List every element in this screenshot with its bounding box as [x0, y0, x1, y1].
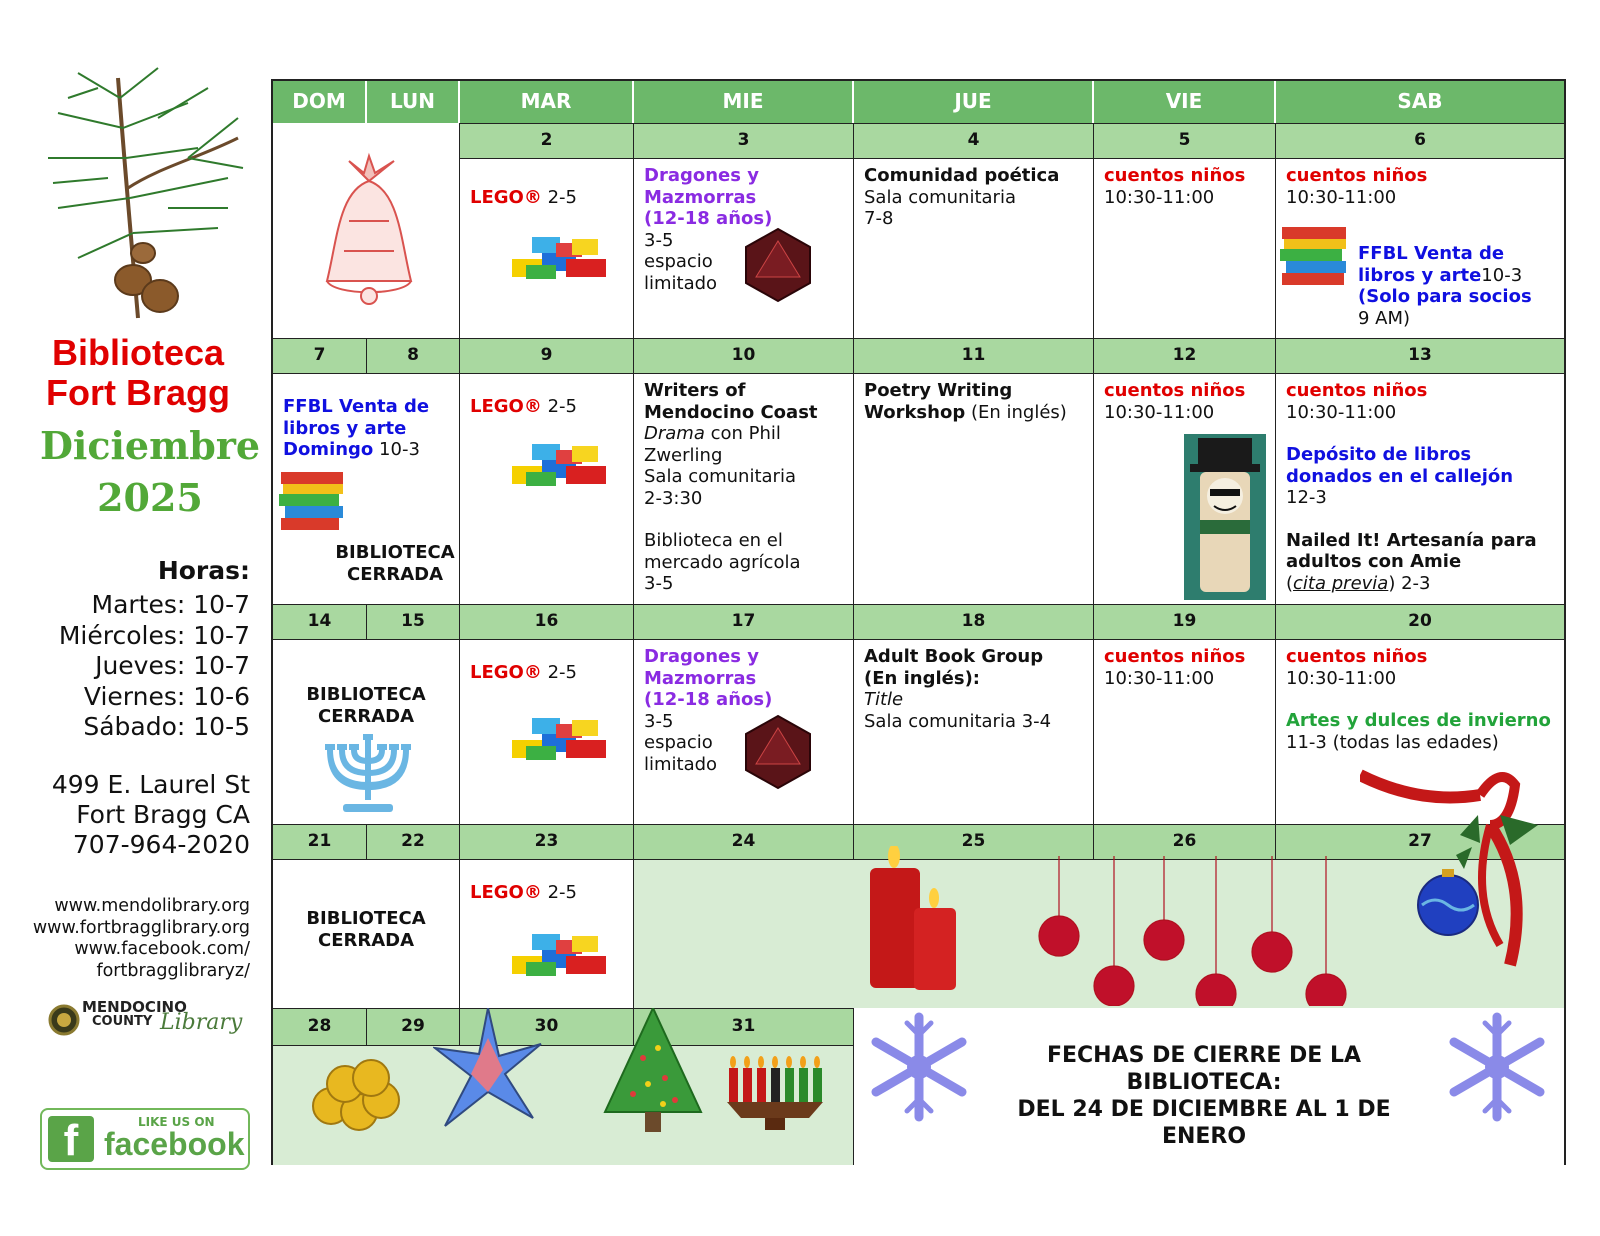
date-18: 18	[854, 604, 1094, 640]
lego-label: LEGO®	[470, 882, 542, 903]
storytime-time: 10:30-11:00	[1104, 667, 1215, 689]
book-sale-time: 10-3	[1481, 264, 1523, 286]
date-21: 21	[273, 824, 367, 860]
date-3: 3	[634, 123, 854, 159]
date-25: 25	[854, 824, 1094, 860]
month-name: Diciembre	[39, 423, 261, 468]
county-logo-script: Library	[160, 1010, 243, 1035]
market-line: Biblioteca en el	[644, 530, 783, 551]
date-26: 26	[1094, 824, 1276, 860]
county-logo-line2: COUNTY	[92, 1014, 153, 1029]
book-sale-line: Domingo	[283, 439, 374, 460]
event-room: Sala comunitaria 3-4	[864, 710, 1052, 732]
lego-time: 2-5	[547, 187, 577, 208]
event-title-line: Workshop	[864, 401, 966, 423]
day-11-cell	[854, 374, 1094, 604]
craft-line: Nailed It! Artesanía para	[1286, 529, 1537, 551]
date-12: 12	[1094, 338, 1276, 374]
lego-bricks-icon	[512, 229, 608, 284]
event-title-line: Adult Book Group	[864, 646, 1044, 667]
year: 2025	[97, 475, 203, 520]
date-13: 13	[1276, 338, 1564, 374]
day-3-cell	[634, 159, 854, 338]
donation-time: 12-3	[1286, 487, 1327, 508]
weekday-vie: VIE	[1094, 81, 1276, 123]
closed-line: CERRADA	[317, 930, 415, 951]
day-19-cell	[1094, 640, 1276, 824]
week1-domlun-cell	[273, 123, 460, 338]
pine-branch-icon	[38, 58, 248, 328]
event-line: espacio	[644, 732, 713, 753]
mendocino-county-library-logo	[48, 1000, 258, 1040]
storytime-time: 10:30-11:00	[1104, 186, 1215, 208]
book-sale-line: FFBL Venta de	[283, 396, 430, 417]
storytime-time: 10:30-11:00	[1286, 401, 1397, 423]
lego-label: LEGO®	[470, 396, 542, 417]
snowman-cork-icon	[1184, 434, 1266, 600]
event-title-line: Dragones y	[644, 165, 759, 186]
days-14-15-cell	[273, 640, 460, 824]
event-genre: Drama	[644, 423, 705, 444]
storytime-title: cuentos niños	[1286, 165, 1428, 186]
kinara-icon	[725, 1054, 825, 1134]
day-10-cell	[634, 374, 854, 604]
day-6-cell	[1276, 159, 1564, 338]
closure-line: FECHAS DE CIERRE DE LA BIBLIOTECA:	[1046, 1043, 1361, 1095]
book-sale-event	[1358, 243, 1558, 329]
christmas-tree-icon	[603, 1008, 703, 1138]
url-facebook[interactable]: www.facebook.com/	[74, 939, 250, 959]
storytime-time: 10:30-11:00	[1286, 186, 1397, 208]
moravian-star-icon	[433, 1008, 543, 1138]
storytime-time: 10:30-11:00	[1286, 667, 1397, 689]
lego-bricks-icon	[512, 710, 608, 765]
winter-event-title: Artes y dulces de invierno	[1286, 710, 1551, 731]
event-author: con Phil	[710, 423, 781, 444]
event-title-line: Dragones y	[644, 646, 759, 667]
url-facebook-page[interactable]: fortbragglibraryz/	[96, 960, 250, 981]
day-5-cell	[1094, 159, 1276, 338]
day-18-cell	[854, 640, 1094, 824]
lego-time: 2-5	[547, 396, 577, 417]
book-sale-line: FFBL Venta de	[1358, 243, 1505, 264]
closure-line: DEL 24 DE DICIEMBRE AL 1 DE ENERO	[1017, 1097, 1391, 1149]
market-line: 3-5	[644, 573, 674, 594]
facebook-f-icon: f	[48, 1116, 94, 1162]
hours-list	[59, 590, 250, 743]
closure-dates-notice	[974, 1042, 1434, 1150]
week5-days-cells	[273, 1046, 854, 1165]
event-line: limitado	[644, 272, 718, 294]
url-fortbragglibrary[interactable]: www.fortbragglibrary.org	[32, 917, 250, 938]
weekday-lun: LUN	[367, 81, 460, 123]
event-line: espacio	[644, 251, 713, 272]
date-5: 5	[1094, 123, 1276, 159]
event-line: limitado	[644, 753, 718, 775]
date-2: 2	[460, 123, 634, 159]
closure-notice-box	[854, 1008, 1564, 1165]
lego-bricks-icon	[512, 926, 608, 981]
storytime-title: cuentos niños	[1104, 380, 1246, 401]
hours-heading: Horas:	[157, 556, 250, 585]
event-line: Sala comunitaria	[864, 186, 1016, 208]
event-title-line: Mazmorras	[644, 667, 757, 689]
date-24: 24	[634, 824, 854, 860]
days-7-8-cell	[273, 374, 460, 604]
market-line: mercado agrícola	[644, 551, 801, 573]
date-11: 11	[854, 338, 1094, 374]
lego-bricks-icon	[512, 436, 608, 491]
event-line: 3-5	[644, 229, 674, 251]
day-13-cell: cuentos niños 10:30-11:00 Depósito de libros donados en el callejón 12-3 Nailed It! Artesanía para adultos con Amie (cita previa) 2-3	[1276, 374, 1564, 604]
day-2-cell	[460, 159, 634, 338]
event-title-line: Mendocino Coast	[644, 401, 818, 423]
date-20: 20	[1276, 604, 1564, 640]
donation-line: donados en el callejón	[1286, 465, 1514, 487]
hours-line: Miércoles: 10-7	[58, 620, 250, 650]
day-17-cell	[634, 640, 854, 824]
website-links	[33, 896, 250, 982]
storytime-title: cuentos niños	[1286, 380, 1428, 401]
d20-dice-icon	[742, 714, 814, 790]
date-8: 8	[367, 338, 460, 374]
date-31: 31	[634, 1008, 854, 1046]
month-title	[20, 420, 280, 524]
book-title: Title	[864, 689, 904, 710]
date-30: 30	[460, 1008, 634, 1046]
days-21-22-cell	[273, 860, 460, 1008]
date-16: 16	[460, 604, 634, 640]
book-sale-line: libros y arte	[283, 417, 407, 439]
donation-line: Depósito de libros	[1286, 444, 1472, 465]
books-icon	[1278, 225, 1352, 295]
facebook-wordmark: facebook	[104, 1126, 245, 1162]
hours-line: Viernes: 10-6	[83, 681, 250, 711]
date-27: 27	[1276, 824, 1564, 860]
event-title-line: Mazmorras	[644, 186, 757, 208]
address-city: Fort Bragg CA	[76, 800, 250, 829]
address	[52, 770, 250, 860]
hours-line: Sábado: 10-5	[83, 712, 250, 741]
date-6: 6	[1276, 123, 1564, 159]
event-title-line: (12-18 años)	[644, 208, 773, 229]
event-line: 3-5	[644, 710, 674, 732]
candles-icon	[864, 846, 964, 996]
date-23: 23	[460, 824, 634, 860]
snowflake-icon	[864, 1012, 974, 1122]
calendar-grid	[271, 79, 1566, 1165]
book-sale-line: (Solo para socios	[1358, 286, 1532, 307]
date-22: 22	[367, 824, 460, 860]
weekday-jue: JUE	[854, 81, 1094, 123]
event-title-line: Poetry Writing	[864, 380, 1013, 401]
date-10: 10	[634, 338, 854, 374]
gold-coins-icon	[309, 1056, 401, 1136]
date-28: 28	[273, 1008, 367, 1046]
event-title-line: (En inglés):	[864, 667, 980, 689]
book-sale-tail: 9 AM)	[1358, 307, 1411, 329]
storytime-time: 10:30-11:00	[1104, 401, 1215, 423]
weekday-mie: MIE	[634, 81, 854, 123]
closed-notice	[283, 908, 449, 952]
ribbon-ornament-icon	[1360, 765, 1550, 970]
storytime-title: cuentos niños	[1104, 646, 1246, 667]
weekday-sab: SAB	[1276, 81, 1564, 123]
weekday-mar: MAR	[460, 81, 634, 123]
closed-line: CERRADA	[346, 564, 444, 585]
day-23-cell	[460, 860, 634, 1008]
winter-event-time: 11-3 (todas las edades)	[1286, 731, 1499, 753]
county-logo-line1: MENDOCINO	[82, 998, 187, 1016]
storytime-title: cuentos niños	[1286, 646, 1428, 667]
day-12-cell	[1094, 374, 1276, 604]
day-16-cell	[460, 640, 634, 824]
event-title-line: (12-18 años)	[644, 689, 773, 710]
facebook-like-text: LIKE US ON	[138, 1115, 215, 1129]
storytime-title: cuentos niños	[1104, 165, 1246, 186]
closed-line: BIBLIOTECA	[335, 542, 455, 563]
event-title-line: Writers of	[644, 380, 746, 401]
craft-line: adultos con Amie	[1286, 551, 1462, 572]
date-7: 7	[273, 338, 367, 374]
library-name-line2: Fort Bragg	[46, 372, 230, 413]
date-4: 4	[854, 123, 1094, 159]
library-name	[20, 333, 256, 413]
date-9: 9	[460, 338, 634, 374]
event-time: 2-3:30	[644, 487, 703, 509]
closed-line: BIBLIOTECA	[306, 684, 426, 705]
event-note: (En inglés)	[970, 401, 1067, 423]
url-mendolibrary[interactable]: www.mendolibrary.org	[54, 896, 250, 916]
event-author-last: Zwerling	[644, 444, 723, 466]
event-title: Comunidad poética	[864, 165, 1060, 186]
book-sale-line: libros y arte	[1358, 264, 1482, 286]
d20-dice-icon	[742, 227, 814, 303]
craft-time: 2-3	[1401, 572, 1431, 594]
appointment-link[interactable]: cita previa	[1293, 572, 1389, 594]
date-17: 17	[634, 604, 854, 640]
date-14: 14	[273, 604, 367, 640]
event-line: 7-8	[864, 208, 894, 229]
closed-line: BIBLIOTECA	[306, 908, 426, 929]
hours-line: Martes: 10-7	[91, 590, 250, 619]
county-seal-icon	[48, 1004, 80, 1036]
day-9-cell	[460, 374, 634, 604]
lego-label: LEGO®	[470, 187, 542, 208]
closed-notice	[283, 684, 449, 728]
event-room: Sala comunitaria	[644, 466, 796, 487]
date-19: 19	[1094, 604, 1276, 640]
weekday-header-row	[273, 81, 1564, 123]
weekday-dom: DOM	[273, 81, 367, 123]
lego-label: LEGO®	[470, 662, 542, 683]
date-15: 15	[367, 604, 460, 640]
book-sale-time: 10-3	[379, 439, 420, 460]
bell-icon	[309, 151, 429, 311]
facebook-like-badge[interactable]	[40, 1108, 250, 1170]
phone-number: 707-964-2020	[72, 830, 250, 859]
address-street: 499 E. Laurel St	[51, 770, 250, 799]
lego-time: 2-5	[547, 662, 577, 683]
hours-line: Jueves: 10-7	[95, 651, 250, 680]
books-icon	[277, 472, 347, 538]
menorah-icon	[323, 730, 413, 814]
date-29: 29	[367, 1008, 460, 1046]
closed-notice	[333, 542, 457, 586]
library-name-line1: Biblioteca	[51, 332, 225, 373]
closed-line: CERRADA	[317, 706, 415, 727]
lego-time: 2-5	[547, 882, 577, 903]
snowflake-icon	[1442, 1012, 1552, 1122]
day-4-cell	[854, 159, 1094, 338]
